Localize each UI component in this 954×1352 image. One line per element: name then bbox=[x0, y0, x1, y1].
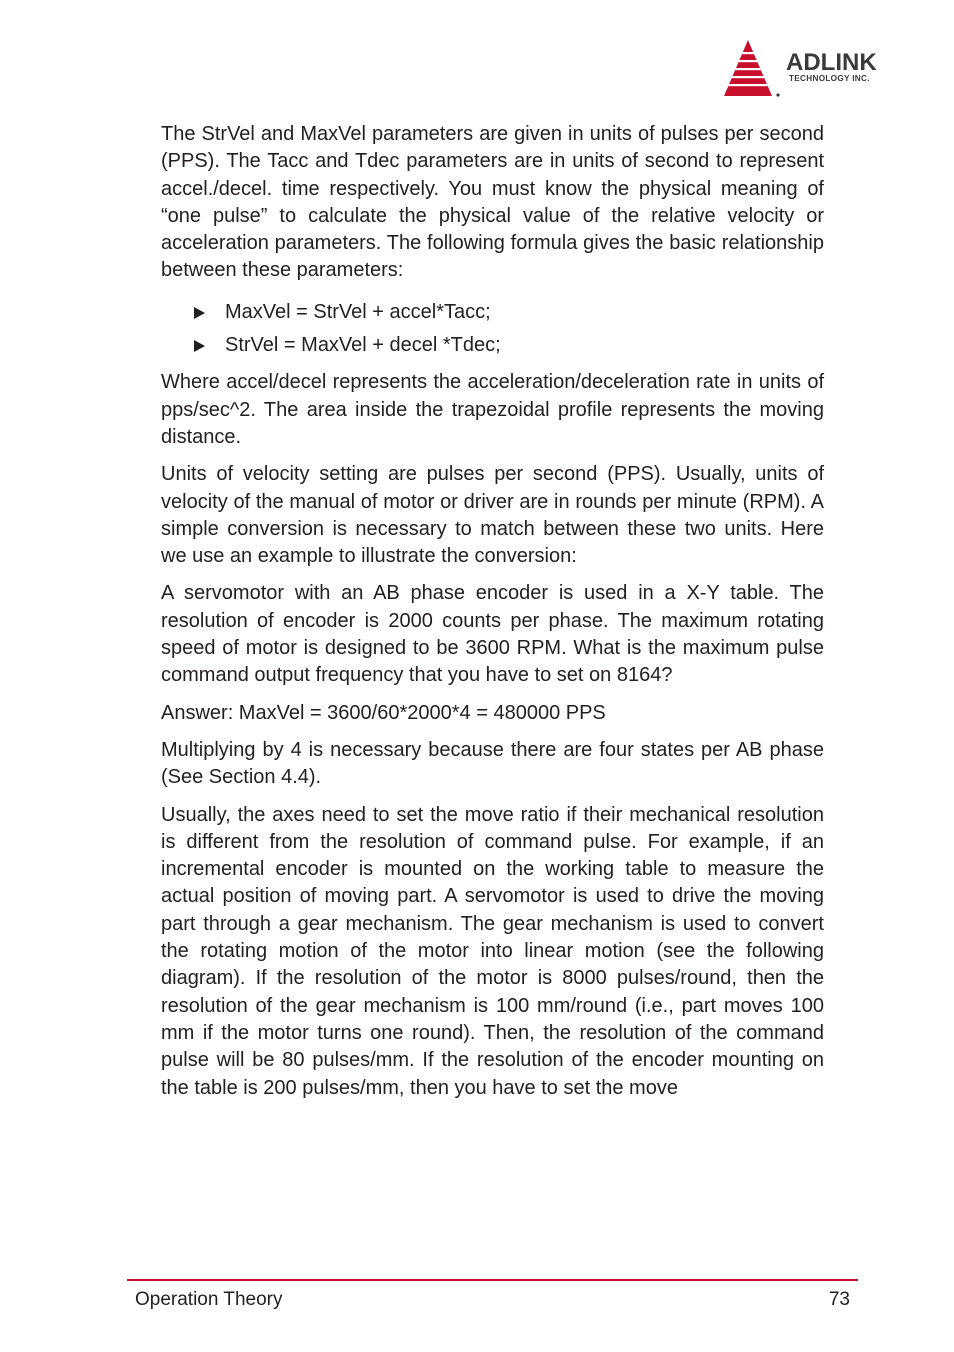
paragraph-move-ratio: Usually, the axes need to set the move ratio if their mechanical resolution is different from the resolution of command pulse. For example, if an incremental encoder is mounted on the working table to measure the actual position of moving part. A servomotor is used to drive the moving part through a gear mechanism. The gear mechanism is used to convert the rotating motion of the motor into linear motion (see the following diagram). If the resolution of the motor is 8000 pulses/round, then the resolution of the gear mechanism is 100 mm/round (i.e., part moves 100 mm if the motor turns one round). Then, the resolution of the command pulse will be 80 pulses/mm. If the resolution of the encoder mounting on the table is 200 pulses/mm, then you have to set the move bbox=[161, 803, 824, 1099]
page-body bbox=[161, 121, 824, 1112]
adlink-logo-icon bbox=[720, 38, 920, 100]
paragraph-velocity-units: Units of velocity setting are pulses per second (PPS). Usually, units of velocity of the manual of motor or driver are in rounds per minute (RPM). A simple conversion is necessary to match between these two units. Here we use an example to illustrate the conversion: bbox=[161, 463, 824, 568]
list-item bbox=[161, 299, 824, 326]
paragraph-servomotor-example: A servomotor with an AB phase encoder is used in a X-Y table. The resolution of encoder is 2000 counts per phase. The maximum rotating speed of motor is designed to be 3600 RPM. What is the maximum pulse command output frequency that you have to set on 8164? bbox=[161, 582, 824, 687]
paragraph-parameter-units: The StrVel and MaxVel parameters are given in units of pulses per second (PPS). The Tacc and Tdec parameters are in units of second to represent accel./decel. time respectively. You must know the physical meaning of “one pulse” to calculate the physical value of the relative velocity or acceleration parameters. The following formula gives the basic relationship between these parameters: bbox=[161, 123, 824, 282]
bullet-arrow-icon bbox=[194, 307, 205, 319]
footer-page-number: 73 bbox=[828, 1289, 850, 1310]
formula-list bbox=[161, 299, 824, 360]
paragraph-multiply-by-four: Multiplying by 4 is necessary because there are four states per AB phase (See Section 4.4). bbox=[161, 738, 824, 789]
adlink-logo bbox=[720, 38, 920, 100]
footer-section-title: Operation Theory bbox=[135, 1289, 283, 1310]
brand-name: ADLINK bbox=[786, 49, 877, 76]
formula-strvel: StrVel = MaxVel + decel *Tdec; bbox=[225, 334, 501, 357]
formula-maxvel: MaxVel = StrVel + accel*Tacc; bbox=[225, 300, 491, 323]
brand-subtitle: TECHNOLOGY INC. bbox=[789, 74, 870, 83]
list-item bbox=[161, 332, 824, 359]
paragraph-answer: Answer: MaxVel = 3600/60*2000*4 = 480000 PPS bbox=[161, 701, 606, 724]
paragraph-accel-decel: Where accel/decel represents the acceleration/deceleration rate in units of pps/sec^2. The area inside the trapezoidal profile represents the moving distance. bbox=[161, 371, 824, 448]
footer-divider bbox=[127, 1279, 858, 1281]
bullet-arrow-icon bbox=[194, 340, 205, 352]
